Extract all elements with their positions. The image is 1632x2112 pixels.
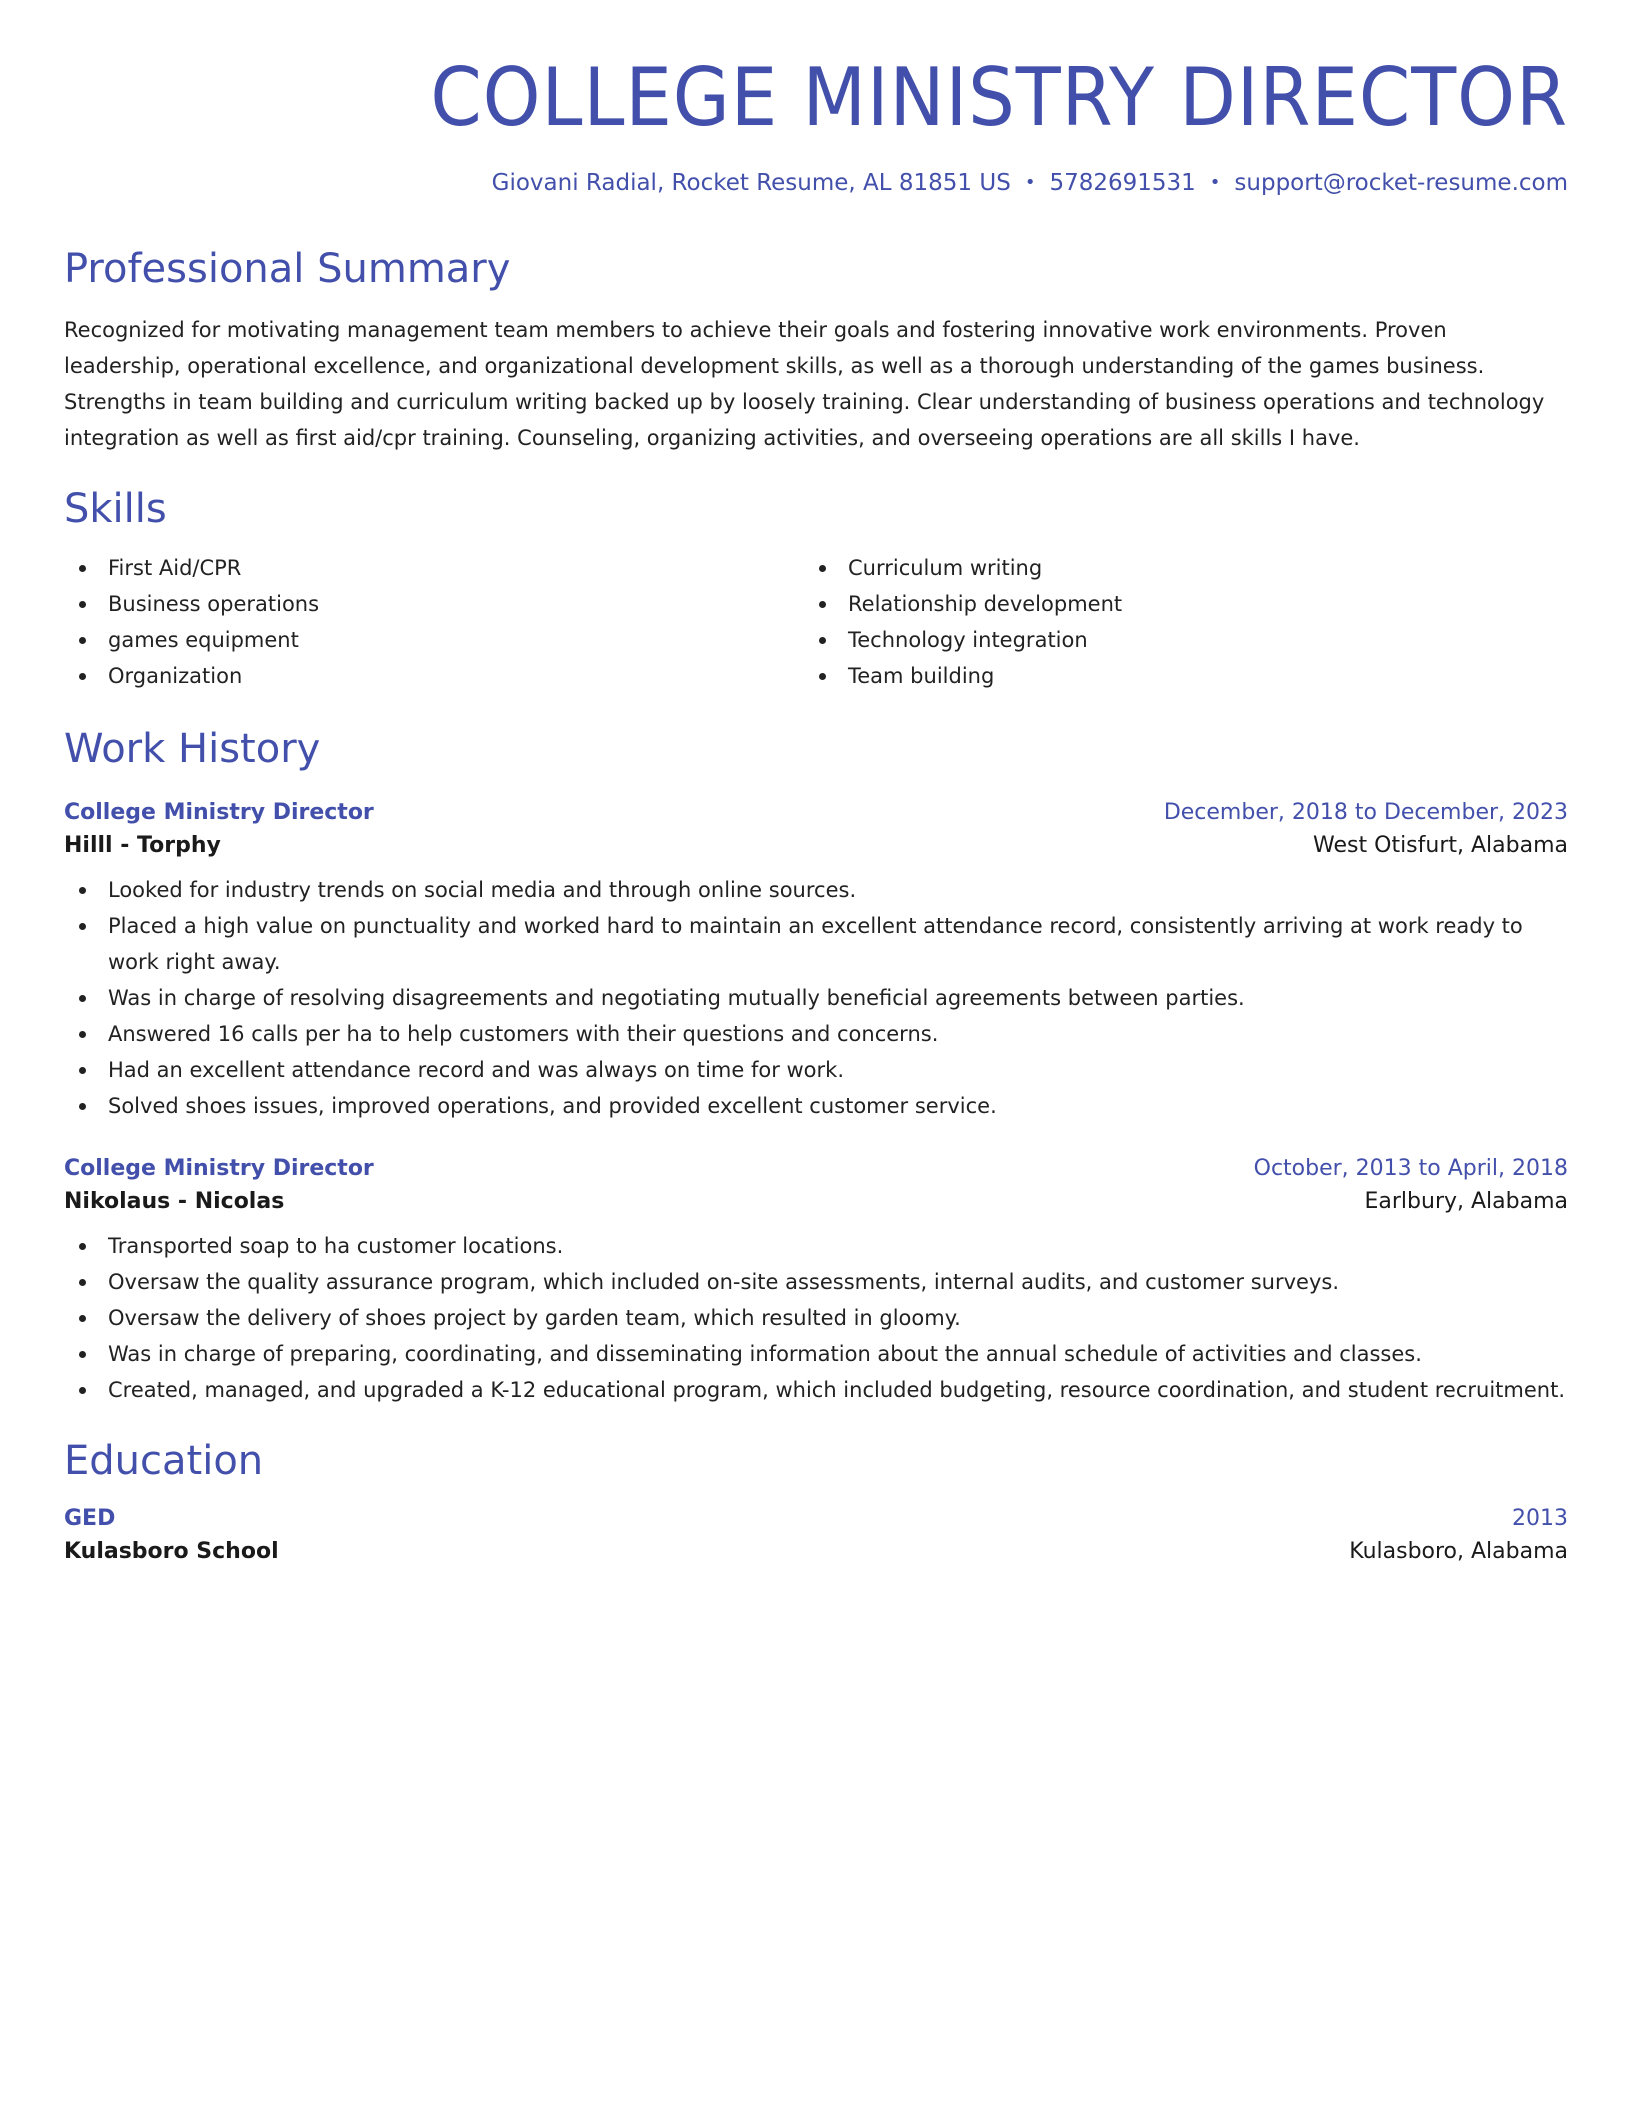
section-title: Work History — [64, 726, 321, 772]
summary-text: Recognized for motivating management team members to achieve their goals and fostering innovative work environments. Proven leadership, operational excellence, and organizational development skills, as well as a thorough understanding of the games business. Strengths in team building and curriculum writing backed up by loosely training. Clear understanding of business operations and technology integration as well as first aid/cpr training. Counseling, organizing activities, and overseeing operations are all skills I have. — [64, 318, 1545, 450]
job-title: College Ministry Director — [64, 800, 374, 825]
job-location: West Otisfurt, Alabama — [1313, 833, 1568, 858]
job-bullet: Placed a high value on punctuality and worked hard to maintain an excellent attendance record, consistently arriving at work ready to work right away. — [64, 908, 1568, 980]
skills-right-column — [804, 550, 1544, 694]
section-title: Education — [64, 1438, 264, 1484]
job-header — [64, 1156, 1568, 1181]
job-company: Nikolaus - Nicolas — [64, 1189, 285, 1214]
contact-separator: • — [1209, 172, 1221, 193]
job-bullet: Created, managed, and upgraded a K-12 educational program, which included budgeting, resource coordination, and student recruitment. — [64, 1372, 1568, 1408]
skill-item: Team building — [804, 658, 1544, 694]
education-degree: GED — [64, 1506, 116, 1531]
section-skills — [64, 486, 1568, 694]
section-education — [64, 1438, 1568, 1564]
skill-item: First Aid/CPR — [64, 550, 804, 586]
contact-email: support@rocket-resume.com — [1234, 170, 1568, 196]
job-bullets — [64, 872, 1568, 1124]
candidate-title: COLLEGE MINISTRY DIRECTOR — [430, 51, 1569, 144]
job-bullets — [64, 1228, 1568, 1408]
job-bullet: Looked for industry trends on social media and through online sources. — [64, 872, 1568, 908]
contact-line — [64, 170, 1568, 196]
section-title: Professional Summary — [64, 246, 511, 292]
skills-columns — [64, 550, 1568, 694]
job-title: College Ministry Director — [64, 1156, 374, 1181]
skill-item: Business operations — [64, 586, 804, 622]
skill-item: Organization — [64, 658, 804, 694]
job-bullet: Oversaw the quality assurance program, which included on-site assessments, internal audits, and customer surveys. — [64, 1264, 1568, 1300]
skill-item: games equipment — [64, 622, 804, 658]
skills-left-column — [64, 550, 804, 694]
job-bullet: Solved shoes issues, improved operations, and provided excellent customer service. — [64, 1088, 1568, 1124]
job-bullet: Was in charge of preparing, coordinating, and disseminating information about the annual schedule of activities and classes. — [64, 1336, 1568, 1372]
education-school: Kulasboro School — [64, 1539, 279, 1564]
contact-separator: • — [1024, 172, 1036, 193]
job-company: Hilll - Torphy — [64, 833, 221, 858]
job-header — [64, 800, 1568, 825]
job-location: Earlbury, Alabama — [1364, 1189, 1568, 1214]
education-header — [64, 1506, 1568, 1531]
job-entry — [64, 800, 1568, 1124]
job-subheader — [64, 833, 1568, 858]
job-bullet: Had an excellent attendance record and was always on time for work. — [64, 1052, 1568, 1088]
education-entry — [64, 1506, 1568, 1564]
job-entry — [64, 1156, 1568, 1408]
job-dates: December, 2018 to December, 2023 — [1163, 800, 1568, 825]
job-bullet: Transported soap to ha customer locations. — [64, 1228, 1568, 1264]
job-subheader — [64, 1189, 1568, 1214]
contact-phone: 5782691531 — [1049, 170, 1196, 196]
skill-item: Relationship development — [804, 586, 1544, 622]
job-bullet: Oversaw the delivery of shoes project by garden team, which resulted in gloomy. — [64, 1300, 1568, 1336]
section-professional-summary — [64, 246, 1568, 456]
education-year: 2013 — [1512, 1506, 1568, 1531]
job-dates: October, 2013 to April, 2018 — [1253, 1156, 1568, 1181]
section-work-history — [64, 726, 1568, 1408]
education-subheader — [64, 1539, 1568, 1564]
section-title: Skills — [64, 486, 167, 532]
contact-address: Giovani Radial, Rocket Resume, AL 81851 US — [491, 170, 1011, 196]
education-location: Kulasboro, Alabama — [1349, 1539, 1568, 1564]
skill-item: Technology integration — [804, 622, 1544, 658]
skill-item: Curriculum writing — [804, 550, 1544, 586]
resume-header — [64, 52, 1568, 196]
job-bullet: Answered 16 calls per ha to help customers with their questions and concerns. — [64, 1016, 1568, 1052]
job-bullet: Was in charge of resolving disagreements and negotiating mutually beneficial agreements between parties. — [64, 980, 1568, 1016]
